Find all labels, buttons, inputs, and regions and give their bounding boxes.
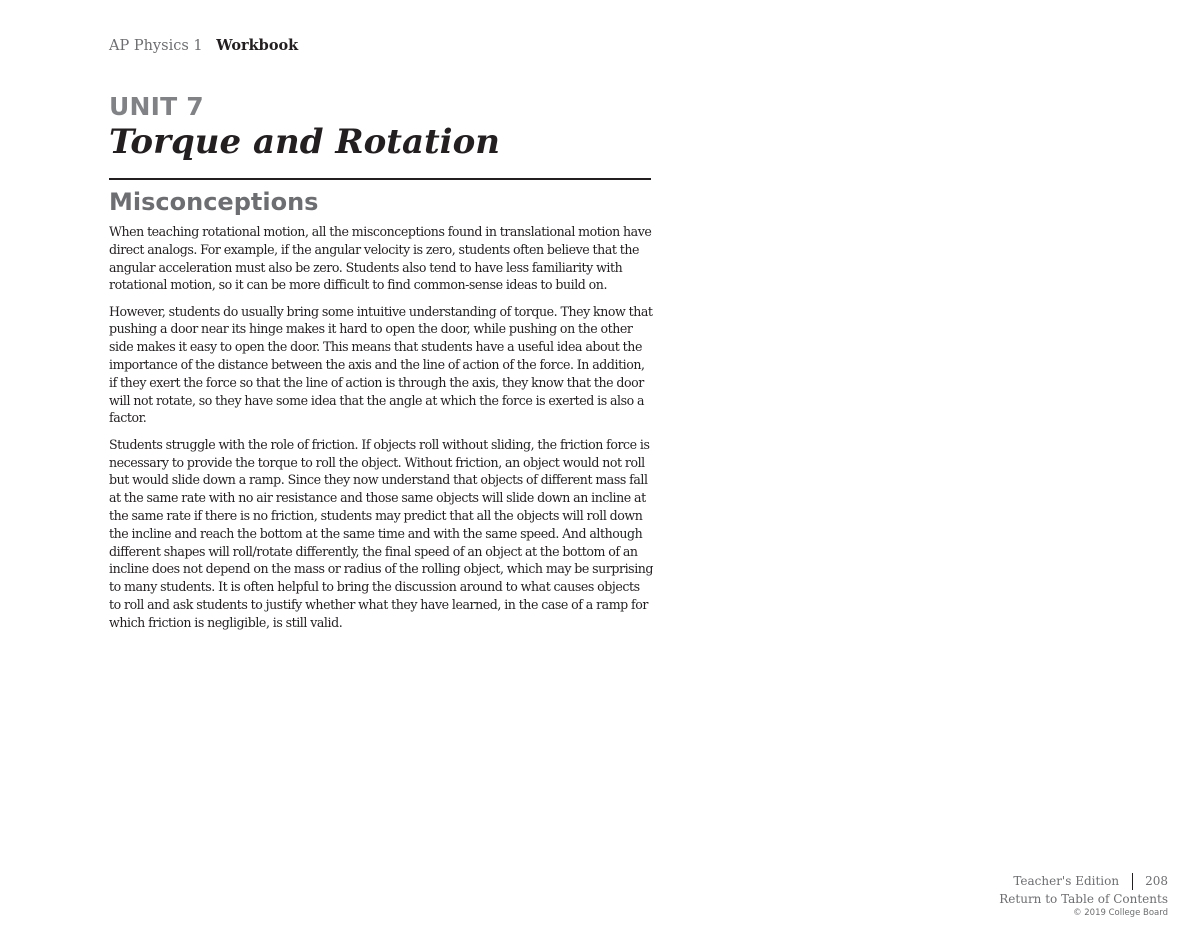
page-number: 208 (1145, 874, 1168, 888)
paragraph: Students struggle with the role of friction. If objects roll without sliding, the friction force is necessary to provide the torque to roll the object. Without friction, an object would not roll but would slide down a ramp. Since they now understand that objects of different mass fall at the same rate with no air resistance and those same objects will slide down an incline at the same rate if there is no friction, students may predict that all the objects will roll down the incline and reach the bottom at the same time and with the same speed. And although different shapes will roll/rotate differently, the final speed of an object at the bottom of an incline does not depend on the mass or radius of the rolling object, which may be surprising to many students. It is often helpful to bring the discussion around to what causes objects to roll and ask students to justify whether what they have learned, in the case of a ramp for which friction is negligible, is still valid. (109, 436, 654, 630)
course-name: AP Physics 1 (109, 38, 203, 54)
page-footer (999, 872, 1168, 919)
footer-separator (1132, 873, 1133, 890)
running-header (109, 37, 298, 54)
footer-edition-row (999, 872, 1168, 890)
unit-title: Torque and Rotation (109, 122, 500, 162)
title-divider (109, 178, 651, 180)
copyright-notice: © 2019 College Board (1073, 908, 1168, 918)
edition-label: Teacher's Edition (1013, 874, 1120, 888)
unit-label: UNIT 7 (109, 92, 204, 121)
paragraph: When teaching rotational motion, all the misconceptions found in translational motion have direct analogs. For example, if the angular velocity is zero, students often believe that the angular acceleration must also be zero. Students also tend to have less familiarity with rotational motion, so it can be more difficult to find common-sense ideas to build on. (109, 224, 652, 293)
paragraph: However, students do usually bring some intuitive understanding of torque. They know that pushing a door near its hinge makes it hard to open the door, while pushing on the other side makes it easy to open the door. This means that students have a useful idea about the importance of the distance between the axis and the line of action of the force. In addition, if they exert the force so that the line of action is through the axis, they know that the door will not rotate, so they have some idea that the angle at which the force is exerted is also a factor. (109, 303, 653, 426)
section-body (109, 223, 654, 640)
book-name: Workbook (216, 37, 299, 54)
section-heading: Misconceptions (109, 188, 319, 216)
return-to-toc-link[interactable]: Return to Table of Contents (999, 892, 1168, 906)
